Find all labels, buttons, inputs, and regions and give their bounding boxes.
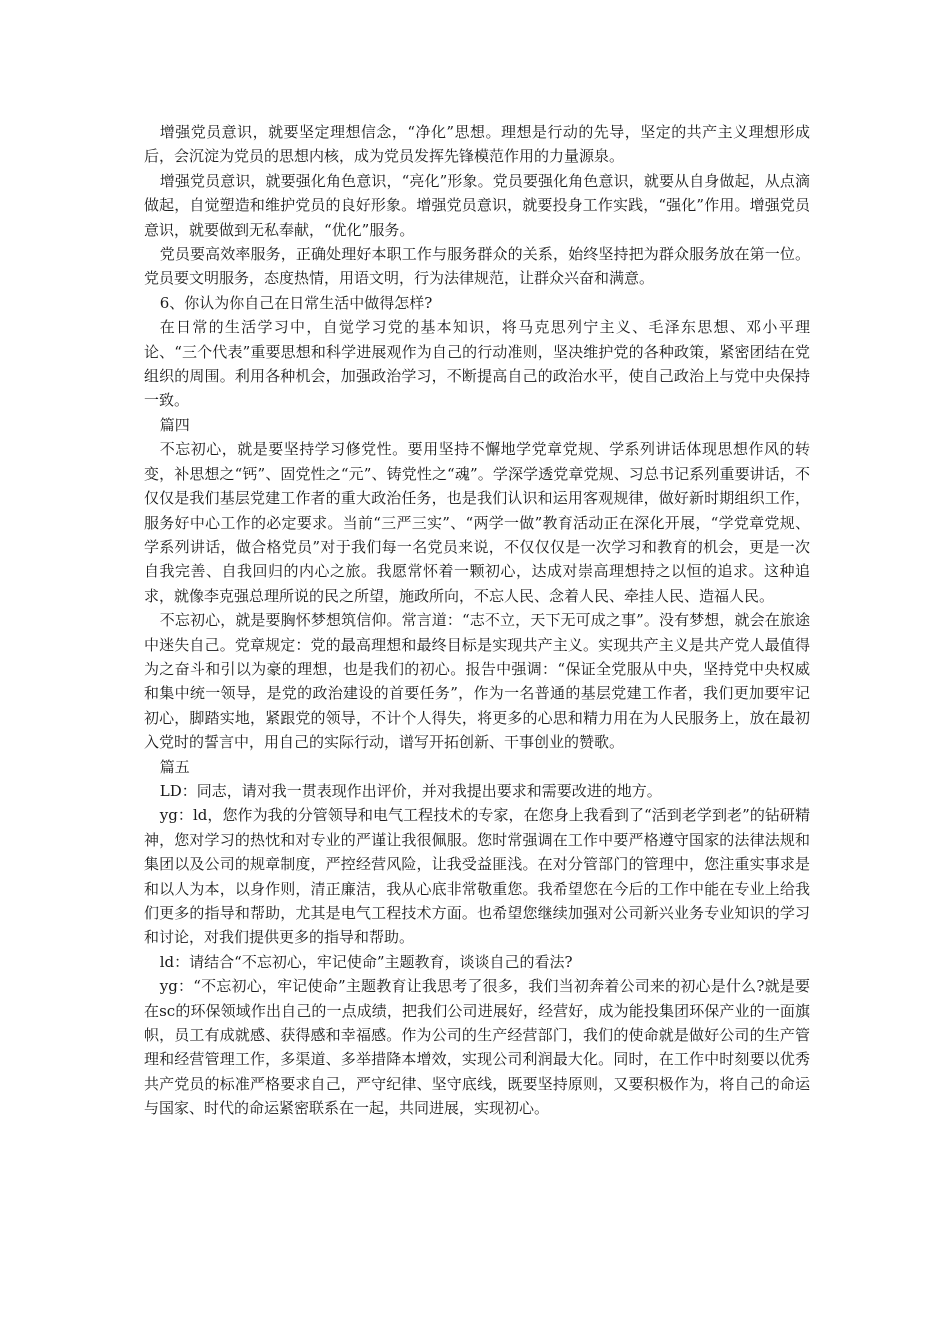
paragraph-daily-study: 在日常的生活学习中，自觉学习党的基本知识，将马克思列宁主义、毛泽东思想、邓小平理论、“三个代表”重要思想和科学进展观作为自己的行动准则，坚决维护党的各种政策，紧密团结在党组织的周围。利用各种机会，加强政治学习，不断提高自己的政治水平，使自己政治上与党中央保持一致。 <box>144 318 810 410</box>
dialog-yg-answer: yg：“不忘初心，牢记使命”主题教育让我思考了很多，我们当初奔着公司来的初心是什么?就是要在sc的环保领域作出自己的一点成绩，把我们公司进展好，经营好，成为能投集团环保产业的一面旗帜，员工有成就感、获得感和幸福感。作为公司的生产经营部门，我们的使命就是做好公司的生产管理和经营管理工作，多渠道、多举措降本增效，实现公司利润最大化。同时，在工作中时刻要以优秀共产党员的标准严格要求自己，严守纪律、坚守底线，既要坚持原则，又要积极作为，将自己的命运与国家、时代的命运紧密联系在一起，共同进展，实现初心。 <box>144 977 810 1118</box>
section-heading-5: 篇五 <box>159 757 190 776</box>
document-body <box>144 120 810 1121</box>
paragraph-party-awareness-role: 增强党员意识，就要强化角色意识，“亮化”形象。党员要强化角色意识，就要从自身做起，从点滴做起，自觉塑造和维护党员的良好形象。增强党员意识，就要投身工作实践，“强化”作用。增强党员意识，就要做到无私奉献，“优化”服务。 <box>144 171 810 239</box>
dialog-ld-question: ld：请结合“不忘初心，牢记使命”主题教育，谈谈自己的看法? <box>159 952 573 971</box>
dialog-ld-request: LD：同志，请对我一贯表现作出评价，并对我提出要求和需要改进的地方。 <box>159 781 662 800</box>
section-heading-4: 篇四 <box>159 415 190 434</box>
question-daily-life: 6、你认为你自己在日常生活中做得怎样? <box>159 293 433 312</box>
paragraph-efficient-service: 党员要高效率服务，正确处理好本职工作与服务群众的关系，始终坚持把为群众服务放在第一位。党员要文明服务，态度热情，用语文明，行为法律规范，让群众兴奋和满意。 <box>144 245 810 288</box>
dialog-yg-evaluation: yg：ld，您作为我的分管领导和电气工程技术的专家，在您身上我看到了“活到老学到老”的钻研精神，您对学习的热忱和对专业的严谨让我很佩服。您时常强调在工作中要严格遵守国家的法律法规和集团以及公司的规章制度，严控经营风险，让我受益匪浅。在对分管部门的管理中，您注重实事求是和以人为本，以身作则，清正廉洁，我从心底非常敬重您。我希望您在今后的工作中能在专业上给我们更多的指导和帮助，尤其是电气工程技术方面。也希望您继续加强对公司新兴业务专业知识的学习和讨论，对我们提供更多的指导和帮助。 <box>144 806 810 947</box>
paragraph-study-party-spirit: 不忘初心，就是要坚持学习修党性。要用坚持不懈地学党章党规、学系列讲话体现思想作风的转变，补思想之“钙”、固党性之“元”、铸党性之“魂”。学深学透党章党规、习总书记系列重要讲话，不仅仅是我们基层党建工作者的重大政治任务，也是我们认识和运用客观规律，做好新时期组织工作，服务好中心工作的必定要求。当前“三严三实”、“两学一做”教育活动正在深化开展，“学党章党规、学系列讲话，做合格党员”对于我们每一名党员来说，不仅仅仅是一次学习和教育的机会，更是一次自我完善、自我回归的内心之旅。我愿常怀着一颗初心，达成对崇高理想持之以恒的追求。这种追求，就像李克强总理所说的民之所望，施政所向，不忘人民、念着人民、牵挂人民、造福人民。 <box>144 440 810 605</box>
paragraph-party-awareness-ideals: 增强党员意识，就要坚定理想信念，“净化”思想。理想是行动的先导，坚定的共产主义理想形成后，会沉淀为党员的思想内核，成为党员发挥先锋模范作用的力量源泉。 <box>144 123 810 166</box>
paragraph-dream-faith: 不忘初心，就是要胸怀梦想筑信仰。常言道：“志不立，天下无可成之事”。没有梦想，就会在旅途中迷失自己。党章规定：党的最高理想和最终目标是实现共产主义。实现共产主义是共产党人最值得为之奋斗和引以为豪的理想，也是我们的初心。报告中强调：“保证全党服从中央，坚持党中央权威和集中统一领导，是党的政治建设的首要任务”，作为一名普通的基层党建工作者，我们更加要牢记初心，脚踏实地，紧跟党的领导，不计个人得失，将更多的心思和精力用在为人民服务上，放在最初入党时的誓言中，用自己的实际行动，谱写开拓创新、干事创业的赞歌。 <box>144 611 810 752</box>
